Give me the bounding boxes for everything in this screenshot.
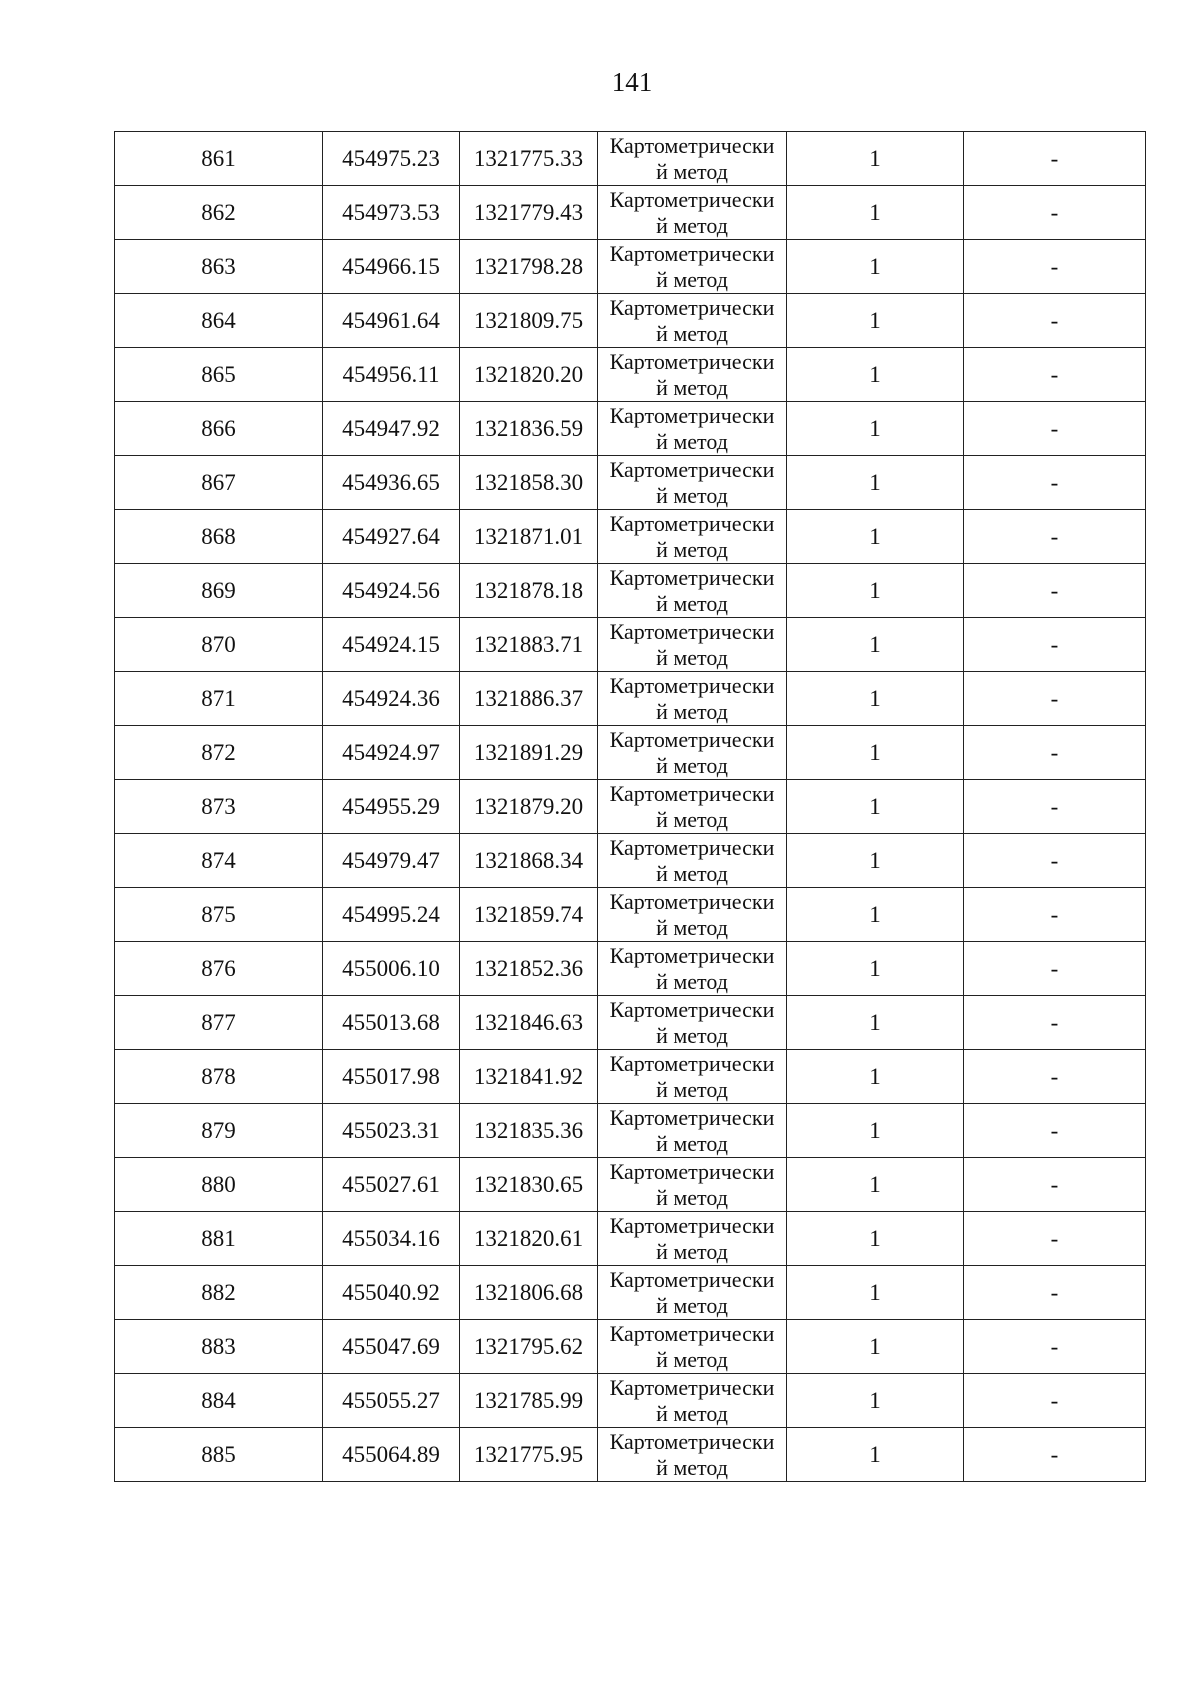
note-cell: - — [964, 456, 1146, 510]
method-cell — [598, 348, 787, 402]
y-coordinate-cell: 1321891.29 — [460, 726, 598, 780]
note-cell: - — [964, 1158, 1146, 1212]
note-cell: - — [964, 132, 1146, 186]
method-cell — [598, 564, 787, 618]
method-line-1: Картометрически — [609, 348, 775, 374]
method-cell — [598, 240, 787, 294]
note-cell: - — [964, 942, 1146, 996]
table-row — [115, 672, 1146, 726]
table-row — [115, 132, 1146, 186]
method-line-1: Картометрически — [609, 672, 775, 698]
accuracy-cell: 1 — [787, 1050, 964, 1104]
method-line-2: й метод — [656, 212, 728, 238]
point-number-cell: 868 — [115, 510, 323, 564]
note-cell: - — [964, 186, 1146, 240]
method-line-1: Картометрически — [609, 510, 775, 536]
method-cell — [598, 1158, 787, 1212]
method-line-1: Картометрически — [609, 1050, 775, 1076]
y-coordinate-cell: 1321798.28 — [460, 240, 598, 294]
accuracy-cell: 1 — [787, 294, 964, 348]
y-coordinate-cell: 1321830.65 — [460, 1158, 598, 1212]
point-number-cell: 865 — [115, 348, 323, 402]
x-coordinate-cell: 454955.29 — [323, 780, 460, 834]
method-line-1: Картометрически — [609, 1266, 775, 1292]
method-line-2: й метод — [656, 1400, 728, 1426]
note-cell: - — [964, 1050, 1146, 1104]
method-cell — [598, 456, 787, 510]
page-number: 141 — [611, 67, 653, 97]
note-cell: - — [964, 1266, 1146, 1320]
table-row — [115, 780, 1146, 834]
accuracy-cell: 1 — [787, 1104, 964, 1158]
point-number-cell: 878 — [115, 1050, 323, 1104]
point-number-cell: 871 — [115, 672, 323, 726]
method-cell — [598, 294, 787, 348]
method-line-1: Картометрически — [609, 132, 775, 158]
table-row — [115, 348, 1146, 402]
accuracy-cell: 1 — [787, 726, 964, 780]
accuracy-cell: 1 — [787, 1374, 964, 1428]
method-line-2: й метод — [656, 158, 728, 184]
x-coordinate-cell: 454956.11 — [323, 348, 460, 402]
point-number-cell: 880 — [115, 1158, 323, 1212]
method-line-2: й метод — [656, 1238, 728, 1264]
point-number-cell: 884 — [115, 1374, 323, 1428]
point-number-cell: 867 — [115, 456, 323, 510]
method-line-2: й метод — [656, 428, 728, 454]
x-coordinate-cell: 454995.24 — [323, 888, 460, 942]
method-line-1: Картометрически — [609, 456, 775, 482]
point-number-cell: 873 — [115, 780, 323, 834]
method-line-2: й метод — [656, 482, 728, 508]
method-line-2: й метод — [656, 1130, 728, 1156]
note-cell: - — [964, 240, 1146, 294]
table-row — [115, 1050, 1146, 1104]
y-coordinate-cell: 1321820.20 — [460, 348, 598, 402]
method-line-1: Картометрически — [609, 186, 775, 212]
x-coordinate-cell: 455027.61 — [323, 1158, 460, 1212]
method-line-2: й метод — [656, 536, 728, 562]
y-coordinate-cell: 1321779.43 — [460, 186, 598, 240]
note-cell: - — [964, 1374, 1146, 1428]
y-coordinate-cell: 1321886.37 — [460, 672, 598, 726]
accuracy-cell: 1 — [787, 186, 964, 240]
point-number-cell: 877 — [115, 996, 323, 1050]
y-coordinate-cell: 1321806.68 — [460, 1266, 598, 1320]
note-cell: - — [964, 1104, 1146, 1158]
y-coordinate-cell: 1321795.62 — [460, 1320, 598, 1374]
point-number-cell: 885 — [115, 1428, 323, 1482]
table-row — [115, 294, 1146, 348]
x-coordinate-cell: 455064.89 — [323, 1428, 460, 1482]
method-line-1: Картометрически — [609, 564, 775, 590]
method-line-1: Картометрически — [609, 888, 775, 914]
y-coordinate-cell: 1321871.01 — [460, 510, 598, 564]
x-coordinate-cell: 454927.64 — [323, 510, 460, 564]
table-row — [115, 1266, 1146, 1320]
method-line-1: Картометрически — [609, 402, 775, 428]
point-number-cell: 872 — [115, 726, 323, 780]
table-row — [115, 1320, 1146, 1374]
point-number-cell: 861 — [115, 132, 323, 186]
y-coordinate-cell: 1321836.59 — [460, 402, 598, 456]
method-line-2: й метод — [656, 752, 728, 778]
y-coordinate-cell: 1321868.34 — [460, 834, 598, 888]
note-cell: - — [964, 618, 1146, 672]
y-coordinate-cell: 1321846.63 — [460, 996, 598, 1050]
accuracy-cell: 1 — [787, 834, 964, 888]
method-cell — [598, 1320, 787, 1374]
x-coordinate-cell: 455034.16 — [323, 1212, 460, 1266]
x-coordinate-cell: 454966.15 — [323, 240, 460, 294]
method-line-1: Картометрически — [609, 1158, 775, 1184]
accuracy-cell: 1 — [787, 1320, 964, 1374]
x-coordinate-cell: 454979.47 — [323, 834, 460, 888]
method-cell — [598, 942, 787, 996]
table-row — [115, 1428, 1146, 1482]
y-coordinate-cell: 1321852.36 — [460, 942, 598, 996]
point-number-cell: 870 — [115, 618, 323, 672]
y-coordinate-cell: 1321775.33 — [460, 132, 598, 186]
point-number-cell: 874 — [115, 834, 323, 888]
method-line-2: й метод — [656, 644, 728, 670]
method-line-2: й метод — [656, 860, 728, 886]
method-cell — [598, 780, 787, 834]
method-line-1: Картометрически — [609, 294, 775, 320]
x-coordinate-cell: 455055.27 — [323, 1374, 460, 1428]
x-coordinate-cell: 454936.65 — [323, 456, 460, 510]
accuracy-cell: 1 — [787, 456, 964, 510]
x-coordinate-cell: 455006.10 — [323, 942, 460, 996]
method-line-2: й метод — [656, 1346, 728, 1372]
accuracy-cell: 1 — [787, 1428, 964, 1482]
note-cell: - — [964, 780, 1146, 834]
point-number-cell: 883 — [115, 1320, 323, 1374]
table-row — [115, 1374, 1146, 1428]
note-cell: - — [964, 672, 1146, 726]
point-number-cell: 862 — [115, 186, 323, 240]
method-cell — [598, 132, 787, 186]
x-coordinate-cell: 454924.56 — [323, 564, 460, 618]
x-coordinate-cell: 454975.23 — [323, 132, 460, 186]
method-line-2: й метод — [656, 806, 728, 832]
table-row — [115, 402, 1146, 456]
accuracy-cell: 1 — [787, 132, 964, 186]
point-number-cell: 882 — [115, 1266, 323, 1320]
table-row — [115, 456, 1146, 510]
method-line-1: Картометрически — [609, 1374, 775, 1400]
x-coordinate-cell: 454947.92 — [323, 402, 460, 456]
method-cell — [598, 996, 787, 1050]
point-number-cell: 881 — [115, 1212, 323, 1266]
point-number-cell: 875 — [115, 888, 323, 942]
method-line-2: й метод — [656, 968, 728, 994]
y-coordinate-cell: 1321883.71 — [460, 618, 598, 672]
table-row — [115, 1158, 1146, 1212]
accuracy-cell: 1 — [787, 510, 964, 564]
method-cell — [598, 1266, 787, 1320]
table-row — [115, 186, 1146, 240]
y-coordinate-cell: 1321835.36 — [460, 1104, 598, 1158]
accuracy-cell: 1 — [787, 672, 964, 726]
method-line-2: й метод — [656, 698, 728, 724]
accuracy-cell: 1 — [787, 996, 964, 1050]
table-row — [115, 726, 1146, 780]
x-coordinate-cell: 455023.31 — [323, 1104, 460, 1158]
y-coordinate-cell: 1321785.99 — [460, 1374, 598, 1428]
method-line-1: Картометрически — [609, 726, 775, 752]
table-row — [115, 1104, 1146, 1158]
method-line-1: Картометрически — [609, 1104, 775, 1130]
x-coordinate-cell: 454924.15 — [323, 618, 460, 672]
coordinates-table — [114, 131, 1146, 1482]
note-cell: - — [964, 1320, 1146, 1374]
note-cell: - — [964, 510, 1146, 564]
method-cell — [598, 402, 787, 456]
note-cell: - — [964, 888, 1146, 942]
method-line-1: Картометрически — [609, 1320, 775, 1346]
method-line-1: Картометрически — [609, 618, 775, 644]
table-row — [115, 510, 1146, 564]
point-number-cell: 863 — [115, 240, 323, 294]
method-line-2: й метод — [656, 1454, 728, 1480]
method-line-1: Картометрически — [609, 996, 775, 1022]
point-number-cell: 866 — [115, 402, 323, 456]
table-row — [115, 996, 1146, 1050]
method-cell — [598, 618, 787, 672]
accuracy-cell: 1 — [787, 1158, 964, 1212]
x-coordinate-cell: 454924.97 — [323, 726, 460, 780]
x-coordinate-cell: 455017.98 — [323, 1050, 460, 1104]
method-line-2: й метод — [656, 320, 728, 346]
note-cell: - — [964, 1212, 1146, 1266]
method-line-1: Картометрически — [609, 780, 775, 806]
note-cell: - — [964, 834, 1146, 888]
table-body — [115, 132, 1146, 1482]
point-number-cell: 879 — [115, 1104, 323, 1158]
method-cell — [598, 510, 787, 564]
method-cell — [598, 726, 787, 780]
note-cell: - — [964, 1428, 1146, 1482]
note-cell: - — [964, 294, 1146, 348]
x-coordinate-cell: 454924.36 — [323, 672, 460, 726]
accuracy-cell: 1 — [787, 942, 964, 996]
method-line-2: й метод — [656, 374, 728, 400]
method-line-2: й метод — [656, 1292, 728, 1318]
note-cell: - — [964, 348, 1146, 402]
accuracy-cell: 1 — [787, 240, 964, 294]
x-coordinate-cell: 455013.68 — [323, 996, 460, 1050]
y-coordinate-cell: 1321775.95 — [460, 1428, 598, 1482]
y-coordinate-cell: 1321878.18 — [460, 564, 598, 618]
table-row — [115, 564, 1146, 618]
y-coordinate-cell: 1321858.30 — [460, 456, 598, 510]
method-line-2: й метод — [656, 1076, 728, 1102]
note-cell: - — [964, 726, 1146, 780]
method-cell — [598, 1428, 787, 1482]
table-row — [115, 1212, 1146, 1266]
table-row — [115, 618, 1146, 672]
method-line-1: Картометрически — [609, 240, 775, 266]
method-line-1: Картометрически — [609, 1212, 775, 1238]
accuracy-cell: 1 — [787, 888, 964, 942]
note-cell: - — [964, 402, 1146, 456]
x-coordinate-cell: 455040.92 — [323, 1266, 460, 1320]
note-cell: - — [964, 564, 1146, 618]
method-line-1: Картометрически — [609, 1428, 775, 1454]
accuracy-cell: 1 — [787, 402, 964, 456]
y-coordinate-cell: 1321809.75 — [460, 294, 598, 348]
y-coordinate-cell: 1321820.61 — [460, 1212, 598, 1266]
accuracy-cell: 1 — [787, 780, 964, 834]
method-line-2: й метод — [656, 1184, 728, 1210]
y-coordinate-cell: 1321859.74 — [460, 888, 598, 942]
point-number-cell: 864 — [115, 294, 323, 348]
table-row — [115, 942, 1146, 996]
table-row — [115, 240, 1146, 294]
method-line-2: й метод — [656, 590, 728, 616]
accuracy-cell: 1 — [787, 348, 964, 402]
table-row — [115, 834, 1146, 888]
table-row — [115, 888, 1146, 942]
method-line-2: й метод — [656, 1022, 728, 1048]
point-number-cell: 869 — [115, 564, 323, 618]
method-cell — [598, 1374, 787, 1428]
note-cell: - — [964, 996, 1146, 1050]
accuracy-cell: 1 — [787, 618, 964, 672]
method-line-1: Картометрически — [609, 942, 775, 968]
method-cell — [598, 1050, 787, 1104]
method-cell — [598, 834, 787, 888]
accuracy-cell: 1 — [787, 1212, 964, 1266]
x-coordinate-cell: 454973.53 — [323, 186, 460, 240]
x-coordinate-cell: 454961.64 — [323, 294, 460, 348]
accuracy-cell: 1 — [787, 1266, 964, 1320]
method-cell — [598, 888, 787, 942]
method-cell — [598, 1212, 787, 1266]
method-cell — [598, 186, 787, 240]
method-line-2: й метод — [656, 266, 728, 292]
method-line-1: Картометрически — [609, 834, 775, 860]
method-cell — [598, 672, 787, 726]
method-cell — [598, 1104, 787, 1158]
method-line-2: й метод — [656, 914, 728, 940]
x-coordinate-cell: 455047.69 — [323, 1320, 460, 1374]
y-coordinate-cell: 1321841.92 — [460, 1050, 598, 1104]
y-coordinate-cell: 1321879.20 — [460, 780, 598, 834]
accuracy-cell: 1 — [787, 564, 964, 618]
point-number-cell: 876 — [115, 942, 323, 996]
